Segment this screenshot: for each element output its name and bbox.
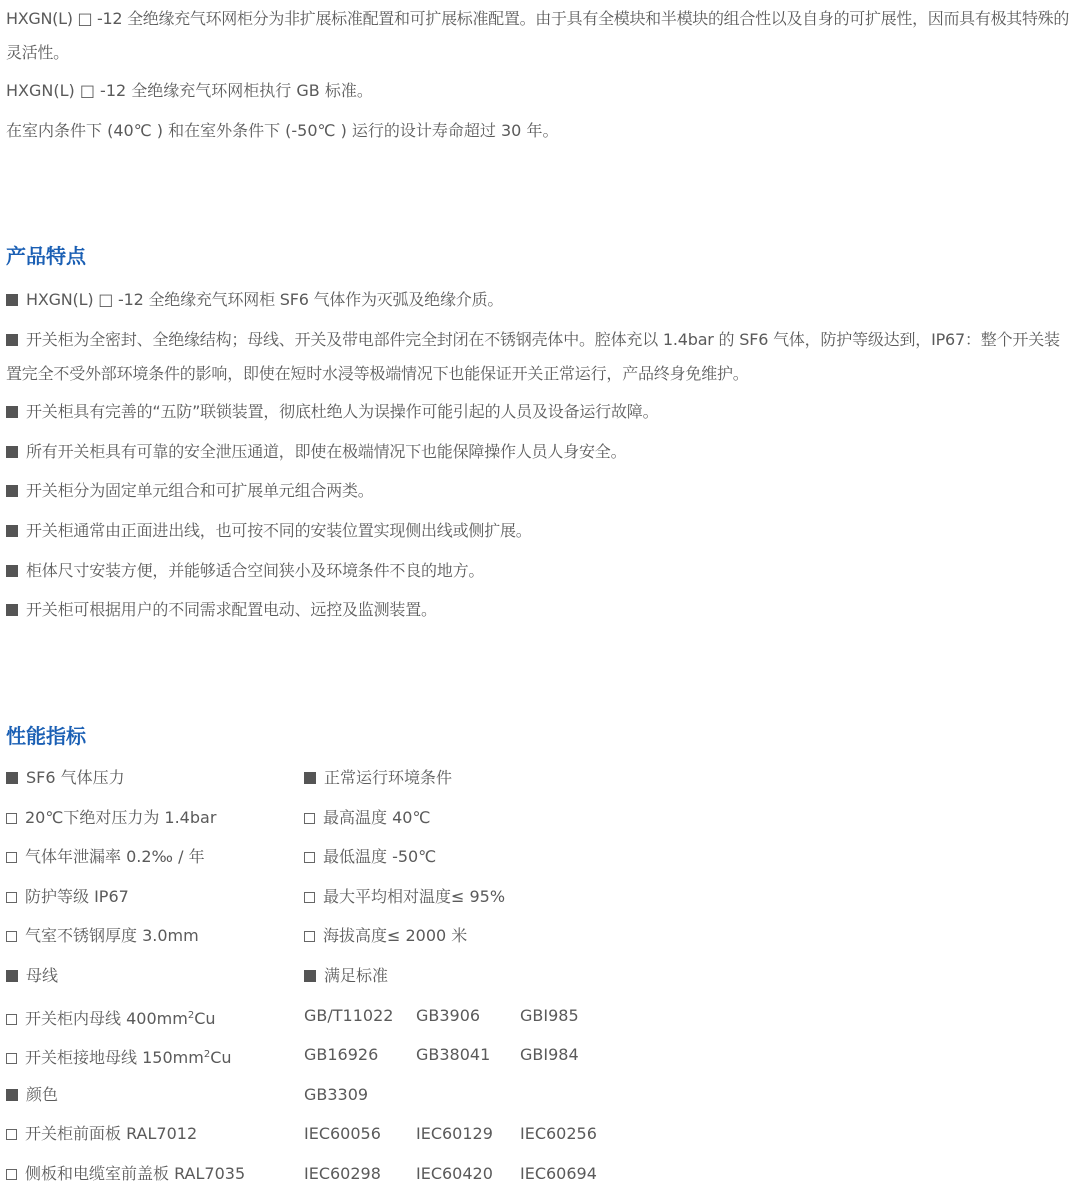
intro-paragraph-2: HXGN(L) □ -12 全绝缘充气环网柜执行 GB 标准。 <box>6 81 373 100</box>
standard-code: GB/T11022 <box>304 1006 394 1025</box>
feature-item: 开关柜具有完善的“五防”联锁装置，彻底杜绝人为误操作可能引起的人员及设备运行故障。 <box>6 395 1074 429</box>
standard-code: GBI984 <box>520 1045 579 1064</box>
open-square-icon <box>304 852 315 863</box>
spec-item: 最高温度 40℃ <box>304 806 430 830</box>
spec-item: 侧板和电缆室前盖板 RAL7035 <box>6 1162 245 1186</box>
filled-square-icon <box>6 772 18 784</box>
feature-item: 开关柜可根据用户的不同需求配置电动、远控及监测装置。 <box>6 593 1074 627</box>
standard-code: IEC60694 <box>520 1164 597 1183</box>
standard-code: IEC60129 <box>416 1124 493 1143</box>
open-square-icon <box>304 931 315 942</box>
spec-item: 最大平均相对温度≤ 95% <box>304 885 505 909</box>
open-square-icon <box>6 1053 17 1064</box>
standard-code: GB3906 <box>416 1006 481 1025</box>
superscript: 2 <box>203 1049 211 1060</box>
intro-paragraph-3: 在室内条件下 (40℃ ) 和在室外条件下 (-50℃ ) 运行的设计寿命超过 30 年。 <box>6 121 559 140</box>
spec-item: 20℃下绝对压力为 1.4bar <box>6 806 216 830</box>
filled-square-icon <box>304 772 316 784</box>
filled-square-icon <box>6 446 18 458</box>
open-square-icon <box>6 931 17 942</box>
spec-item: 最低温度 -50℃ <box>304 845 436 869</box>
spec-item: 颜色 <box>6 1083 58 1107</box>
open-square-icon <box>6 1014 17 1025</box>
feature-item: 开关柜通常由正面进出线，也可按不同的安装位置实现侧出线或侧扩展。 <box>6 514 1074 548</box>
feature-item: 所有开关柜具有可靠的安全泄压通道，即使在极端情况下也能保障操作人员人身安全。 <box>6 435 1074 469</box>
feature-item: 开关柜为全密封、全绝缘结构；母线、开关及带电部件完全封闭在不锈钢壳体中。腔体充以 1.4bar 的 SF6 气体，防护等级达到，IP67：整个开关装置完全不受外部环境条件的影响，即使在短时水浸等极端情况下也能保证开关正常运行，产品终身免维护。 <box>6 330 1060 383</box>
open-square-icon <box>6 852 17 863</box>
open-square-icon <box>6 1169 17 1180</box>
standards-row <box>304 1004 579 1028</box>
open-square-icon <box>6 813 17 824</box>
spec-item: SF6 气体压力 <box>6 766 125 790</box>
filled-square-icon <box>6 525 18 537</box>
feature-item: 开关柜分为固定单元组合和可扩展单元组合两类。 <box>6 474 1074 508</box>
open-square-icon <box>6 892 17 903</box>
standard-code: GBI985 <box>520 1006 579 1025</box>
filled-square-icon <box>6 1089 18 1101</box>
filled-square-icon <box>6 334 18 346</box>
standard-code: IEC60056 <box>304 1124 381 1143</box>
standard-code: IEC60420 <box>416 1164 493 1183</box>
spec-item: 母线 <box>6 964 58 988</box>
filled-square-icon <box>6 970 18 982</box>
superscript: 2 <box>187 1010 195 1021</box>
open-square-icon <box>304 813 315 824</box>
spec-item: 开关柜接地母线 $150mm^2Cu$ <box>6 1043 232 1070</box>
feature-item: 柜体尺寸安装方便，并能够适合空间狭小及环境条件不良的地方。 <box>6 554 1074 588</box>
performance-heading: 性能指标 <box>6 724 86 748</box>
spec-item: 开关柜内母线 $400mm^2Cu$ <box>6 1004 216 1031</box>
spec-item: 气室不锈钢厚度 3.0mm <box>6 924 199 948</box>
standard-code: GB3309 <box>304 1085 369 1104</box>
standards-row <box>304 1122 597 1146</box>
open-square-icon <box>304 892 315 903</box>
standard-code: IEC60256 <box>520 1124 597 1143</box>
standards-row <box>304 1162 597 1186</box>
spec-item: 满足标准 <box>304 964 388 988</box>
spec-item: 海拔高度≤ 2000 米 <box>304 924 467 948</box>
intro-paragraph-1: HXGN(L) □ -12 全绝缘充气环网柜分为非扩展标准配置和可扩展标准配置。由于具有全模块和半模块的组合性以及自身的可扩展性，因而具有极其特殊的灵活性。 <box>6 9 1070 62</box>
filled-square-icon <box>6 294 18 306</box>
standard-code: GB16926 <box>304 1045 379 1064</box>
spec-item: 开关柜前面板 RAL7012 <box>6 1122 197 1146</box>
open-square-icon <box>6 1129 17 1140</box>
feature-item: HXGN(L) □ -12 全绝缘充气环网柜 SF6 气体作为灭弧及绝缘介质。 <box>6 283 1074 317</box>
features-heading: 产品特点 <box>6 244 86 268</box>
standard-code: IEC60298 <box>304 1164 381 1183</box>
filled-square-icon <box>6 485 18 497</box>
spec-item: 气体年泄漏率 0.2‰ / 年 <box>6 845 205 869</box>
filled-square-icon <box>304 970 316 982</box>
filled-square-icon <box>6 565 18 577</box>
standards-row <box>304 1083 416 1107</box>
filled-square-icon <box>6 406 18 418</box>
filled-square-icon <box>6 604 18 616</box>
spec-item: 防护等级 IP67 <box>6 885 129 909</box>
spec-item: 正常运行环境条件 <box>304 766 452 790</box>
standard-code: GB38041 <box>416 1045 491 1064</box>
standards-row <box>304 1043 579 1067</box>
